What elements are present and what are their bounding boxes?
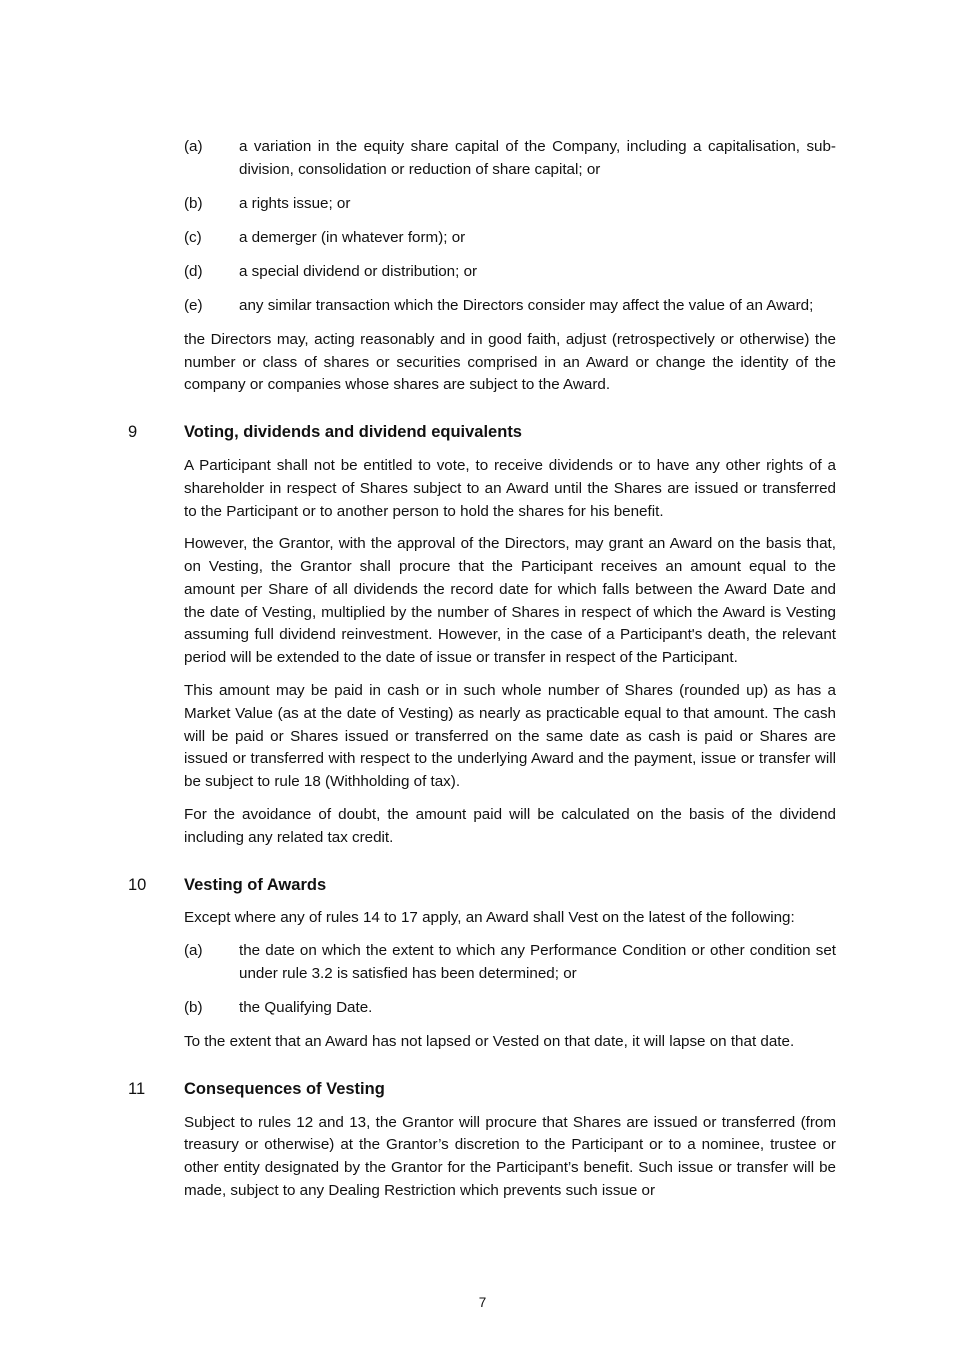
adjustment-paragraph: the Directors may, acting reasonably and in good faith, adjust (retrospectively or otherwise) the number or class of shares or securities comprised in an Award or change the identity of the company or companies whose shares are subject to the Award.: [184, 330, 836, 394]
list-item-text: the Qualifying Date.: [239, 999, 373, 1017]
list-item-label: (c): [184, 228, 202, 246]
list-item: [184, 940, 836, 986]
section-9-paragraph: A Participant shall not be entitled to vote, to receive dividends or to have any other rights of a shareholder in respect of Shares subject to an Award until the Shares are issued or transferred to the Participant or to another person to hold the shares for his benefit.: [184, 456, 836, 520]
section-10-intro: Except where any of rules 14 to 17 apply, an Award shall Vest on the latest of the following:: [184, 909, 795, 927]
page-content: [128, 136, 836, 1213]
list-item-text: a special dividend or distribution; or: [239, 262, 478, 280]
section-heading-11: [128, 1078, 836, 1101]
section-title: Vesting of Awards: [184, 875, 327, 894]
section-heading-10: [128, 874, 836, 897]
section-9-paragraph: For the avoidance of doubt, the amount paid will be calculated on the basis of the dividend including any related tax credit.: [184, 806, 836, 846]
list-item-label: (d): [184, 262, 203, 280]
list-item-label: (b): [184, 194, 203, 212]
section-heading-9: [128, 421, 836, 444]
section-9-paragraph: However, the Grantor, with the approval of the Directors, may grant an Award on the basis that, on Vesting, the Grantor shall procure that the Participant receives an amount equal to the amount per Share of all dividends the record date for which falls between the Award Date and the date of Vesting, multiplied by the number of Shares in respect of which the Award is Vesting assuming full dividend reinvestment. However, in the case of a Participant's death, the relevant period will be extended to the date of issue or transfer in respect of the Participant.: [184, 535, 836, 667]
section-number: 11: [128, 1079, 146, 1098]
list-item: [184, 295, 836, 318]
list-item: [184, 136, 836, 182]
list-item-label: (b): [184, 999, 203, 1017]
section-number: 9: [128, 423, 138, 442]
list-item-text: the date on which the extent to which any Performance Condition or other condition set under rule 3.2 is satisfied has been determined; or: [239, 942, 836, 983]
list-item: [184, 997, 836, 1020]
list-item-label: (e): [184, 296, 203, 314]
section-title: Voting, dividends and dividend equivalents: [184, 423, 522, 442]
list-item-text: any similar transaction which the Directors consider may affect the value of an Award;: [239, 296, 814, 314]
section-10-closing: To the extent that an Award has not lapsed or Vested on that date, it will lapse on that date.: [184, 1033, 795, 1051]
list-item: [184, 261, 836, 284]
list-item-label: (a): [184, 138, 203, 155]
section-11-paragraph: Subject to rules 12 and 13, the Grantor will procure that Shares are issued or transferred (from treasury or otherwise) at the Grantor’s discretion to the Participant or to a nominee, trustee or other entity designated by the Grantor for the Participant’s benefit. Such issue or transfer will be made, subject to any Dealing Restriction which prevents such issue or: [184, 1113, 836, 1199]
list-item-text: a demerger (in whatever form); or: [239, 228, 466, 246]
section-number: 10: [128, 875, 147, 894]
section-title: Consequences of Vesting: [184, 1079, 385, 1098]
list-item-label: (a): [184, 942, 203, 960]
page-number: 7: [478, 1295, 487, 1310]
list-item: [184, 193, 836, 216]
list-item-text: a variation in the equity share capital of the Company, including a capitalisation, sub-division, consolidation or reduction of share capital; or: [239, 138, 836, 178]
list-item-text: a rights issue; or: [239, 194, 351, 212]
list-item: [184, 227, 836, 250]
section-9-paragraph: This amount may be paid in cash or in such whole number of Shares (rounded up) as has a Market Value (as at the date of Vesting) as nearly as practicable equal to that amount. The cash will be paid or Shares issued or transferred on the same date as cash is paid or Shares are issued or transferred with respect to the underlying Award and the payment, issue or transfer will be subject to rule 18 (Withholding of tax).: [184, 682, 836, 791]
